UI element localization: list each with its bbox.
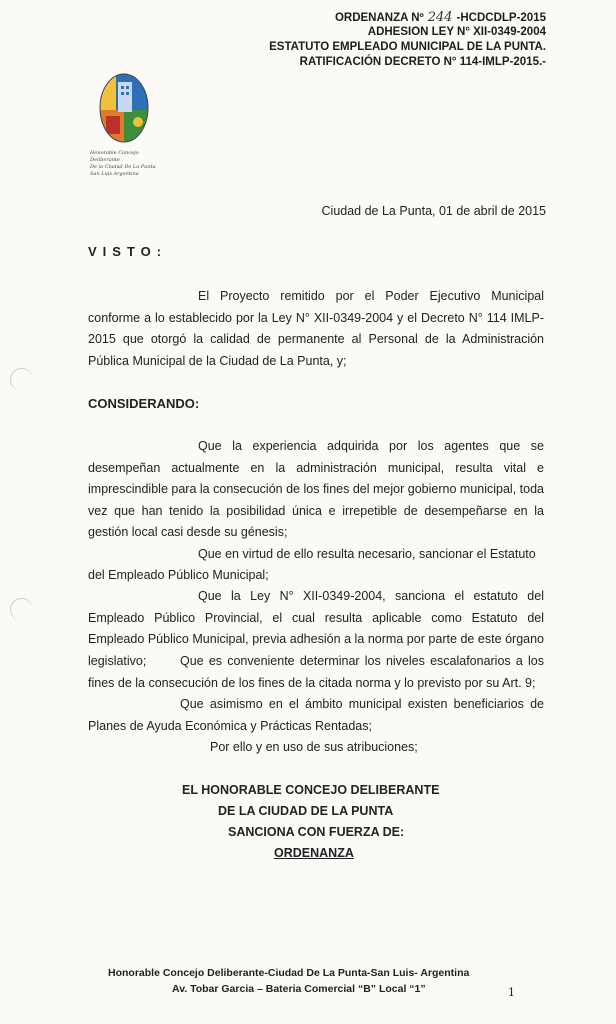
considerando-paragraph-5: Que asimismo en el ámbito municipal existen beneficiarios de Planes de Ayuda Económica y Prácticas Rentadas; [88,697,544,733]
considerando-paragraph-2-line-1: Que en virtud de ello resulta necesario, sancionar el Estatuto [198,547,536,561]
ratificacion-line: RATIFICACIÓN DECRETO N° 114-IMLP-2015.- [299,56,546,68]
adhesion-line: ADHESION LEY N° XII-0349-2004 [367,26,546,38]
sanciona-line-1: EL HONORABLE CONCEJO DELIBERANTE [182,783,440,797]
estatuto-line: ESTATUTO EMPLEADO MUNICIPAL DE LA PUNTA. [269,41,546,53]
sanciona-line-3: SANCIONA CON FUERZA DE: [228,825,405,839]
document-date: Ciudad de La Punta, 01 de abril de 2015 [321,204,546,218]
punch-hole-mark [10,598,33,621]
footer-line-1: Honorable Concejo Deliberante-Ciudad De La Punta-San Luis- Argentina [108,967,470,979]
visto-heading: VISTO: [88,244,168,259]
footer-line-2: Av. Tobar Garcia – Bateria Comercial “B” Local “1” [172,983,426,995]
council-logo [86,70,168,178]
punch-hole-mark [10,368,33,391]
considerando-paragraph-3: Que la Ley N° XII-0349-2004, sanciona el estatuto del Empleado Público Provincial, el cual resulta aplicable como Estatuto del Empleado Público Municipal, previa adhesión a la norma por parte de este órgano legislativo; [88,589,544,668]
council-emblem-icon [94,70,154,148]
visto-paragraph: El Proyecto remitido por el Poder Ejecutivo Municipal conforme a lo establecido por la Ley N° XII-0349-2004 y el Decreto N° 114 IMLP-2015 que otorgó la calidad de permanente al Personal de la Administración Pública Municipal de la Ciudad de La Punta, y; [88,289,544,368]
considerando-paragraph-1: Que la experiencia adquirida por los agentes que se desempeñan actualmente en la administración municipal, resulta vital e imprescindible para la consecución de los fines del mejor gobierno municipal, toda vez que han tenido la posibilidad única e irrepetible de desempeñarse en la gestión local casi desde su génesis; [88,439,544,539]
handwritten-number: 244 [427,10,453,25]
considerando-paragraph-2-line-2: del Empleado Público Municipal; [88,568,269,582]
considerando-paragraph-4: Que es conveniente determinar los niveles escalafonarios a los fines de la consecución de los fines de la citada norma y lo previsto por su Art. 9; [88,654,544,690]
considerando-heading: CONSIDERANDO: [88,396,200,411]
logo-caption: Honorable Concejo Deliberante De la Ciudad De La Punta San Luis Argentina [90,150,156,177]
sanciona-line-2: DE LA CIUDAD DE LA PUNTA [218,804,394,818]
ordenanza-number-line: ORDENANZA Nº 244 -HCDCDLP-2015 [334,10,546,25]
considerando-paragraph-6: Por ello y en uso de sus atribuciones; [210,740,418,754]
ordenanza-title: ORDENANZA [274,846,354,860]
page-number: 1 [508,986,515,999]
